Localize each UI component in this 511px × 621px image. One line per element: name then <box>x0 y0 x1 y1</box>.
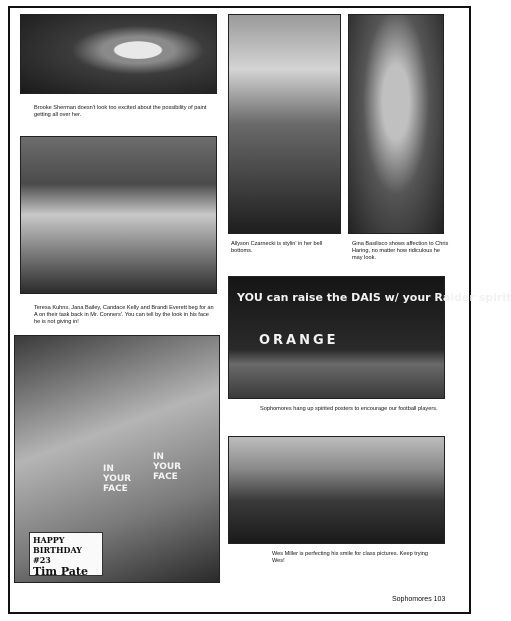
caption-allyson-czarnecki: Allyson Czarnecki is stylin' in her bell bottoms. <box>231 241 323 254</box>
folio-page-number: 103 <box>433 596 446 603</box>
caption-brooke-sherman: Brooke Sherman doesn't look too excited about the possibility of paint getting all over her. <box>34 105 207 118</box>
birthday-sign <box>29 532 103 576</box>
photo-teresa-group <box>20 136 217 294</box>
photo-sophomore-banner <box>228 276 511 399</box>
photo-brooke-sherman <box>20 14 217 94</box>
photo-crowd <box>14 335 220 583</box>
page-folio <box>392 596 445 603</box>
photo-allyson-czarnecki <box>228 14 341 234</box>
yearbook-page <box>8 6 511 614</box>
caption-teresa-group: Teresa Kuhns, Jana Bailey, Candace Kelly and Brandi Everett beg for an A on their task back in Mr. Conners'. You can tell by the look in his face he is not giving in! <box>34 305 214 325</box>
folio-section: Sophomores <box>392 596 432 603</box>
caption-sophomores: Sophomores hang up spirited posters to encourage our football players. <box>260 406 438 412</box>
banner-line-1: YOU can raise the DAIS w/ your Raider spirit <box>237 291 511 304</box>
sign-line-2: BIRTHDAY #23 <box>33 545 82 565</box>
shirt-text-right: IN YOUR FACE <box>153 452 182 482</box>
caption-gina-basilisco: Gina Basilisco shows affection to Chris Haring, no matter how ridiculous he may look. <box>352 241 449 261</box>
sign-line-3: Tim Pate <box>33 565 89 578</box>
photo-wes-miller <box>228 436 445 544</box>
photo-gina-basilisco <box>348 14 444 234</box>
sign-line-1: HAPPY <box>33 535 65 545</box>
shirt-text-left: IN YOUR FACE <box>103 464 132 494</box>
caption-wes-miller: Wes Miller is perfecting his smile for class pictures. Keep trying Wes! <box>272 551 428 564</box>
banner-line-2: ORANGE <box>259 333 339 348</box>
